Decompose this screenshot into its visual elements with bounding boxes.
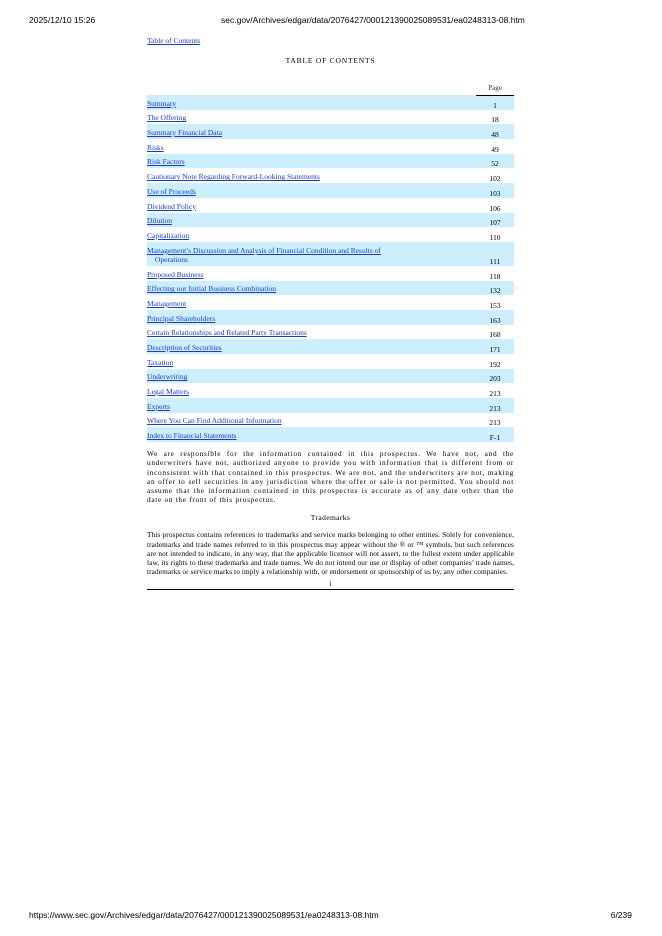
toc-entry-cell xyxy=(147,354,476,369)
toc-entry-link[interactable]: Index to Financial Statements xyxy=(147,431,237,441)
toc-entry-link[interactable]: Underwriting xyxy=(147,372,188,382)
toc-entry-cell xyxy=(147,266,476,281)
toc-entry-cell xyxy=(147,154,476,169)
footer-page-count: 6/239 xyxy=(610,910,632,920)
toc-row xyxy=(147,369,514,384)
toc-row xyxy=(147,427,514,442)
toc-row xyxy=(147,124,514,139)
toc-row xyxy=(147,398,514,413)
toc-page-number: 102 xyxy=(489,174,501,184)
toc-entry-link[interactable]: Description of Securities xyxy=(147,343,222,352)
toc-page-number: 132 xyxy=(476,281,514,296)
toc-entry-title-cont: Operations xyxy=(155,254,188,264)
toc-row xyxy=(147,168,514,183)
toc-entry-link[interactable]: Summary Financial Data xyxy=(147,128,222,138)
toc-entry-cell xyxy=(147,168,476,183)
toc-row xyxy=(147,110,514,125)
toc-entry-cell xyxy=(147,398,476,413)
toc-row xyxy=(147,339,514,354)
toc-entry-cell xyxy=(147,95,476,110)
toc-page-number: 103 xyxy=(476,183,514,198)
toc-entry-cell xyxy=(147,369,476,384)
toc-entry-link[interactable]: Risks xyxy=(147,142,164,152)
toc-entry-link[interactable]: Taxation xyxy=(147,357,174,367)
toc-entry-cell xyxy=(147,281,476,296)
page-number: i xyxy=(147,579,514,590)
document-page xyxy=(147,36,514,590)
toc-row xyxy=(147,213,514,228)
toc-entry-cell xyxy=(147,242,476,266)
toc-entry-cell xyxy=(147,413,476,428)
toc-entry-link[interactable]: Risk Factors xyxy=(147,157,185,167)
toc-entry-link[interactable]: Principal Shareholders xyxy=(147,313,216,323)
toc-title: TABLE OF CONTENTS xyxy=(285,56,376,65)
toc-entry-link[interactable]: Dividend Policy xyxy=(147,201,196,211)
toc-row xyxy=(147,266,514,281)
toc-entry-link[interactable]: Management xyxy=(147,298,187,308)
toc-row xyxy=(147,413,514,428)
toc-row xyxy=(147,227,514,242)
toc-page-number: 153 xyxy=(489,300,501,310)
toc-entry-cell xyxy=(147,183,476,198)
toc-page-number: 203 xyxy=(476,369,514,384)
toc-row xyxy=(147,139,514,154)
toc-entry-link[interactable]: Cautionary Note Regarding Forward-Looking Statements xyxy=(147,172,320,182)
toc-row xyxy=(147,383,514,398)
toc-row xyxy=(147,281,514,296)
toc-entry-cell xyxy=(147,383,476,398)
responsibility-paragraph: We are responsible for the information contained in this prospectus. We have not, and the underwriters have not, authorized anyone to provide you with information that is different from or inconsistent with that contained in this prospectus. We are not, and the underwriters are not, making an offer to sell securities in any jurisdiction where the offer or sale is not permitted. You should not assume that the information contained in this prospectus is accurate as of any date other than the date on the front of this prospectus. xyxy=(147,449,514,505)
toc-page-number: 111 xyxy=(476,242,514,266)
toc-entry-link[interactable]: Effecting our Initial Business Combination xyxy=(147,284,277,294)
toc-entry-link[interactable]: Dilution xyxy=(147,216,173,226)
toc-entry-title: Management’s Discussion and Analysis of Financial Condition and Results of xyxy=(147,245,381,255)
page-column-header: Page xyxy=(476,77,514,95)
toc-row xyxy=(147,325,514,340)
toc-entry-link[interactable]: Capitalization xyxy=(147,230,190,240)
toc-entry-cell xyxy=(147,427,476,442)
toc-row xyxy=(147,310,514,325)
toc-entry-cell xyxy=(147,198,476,213)
print-date: 2025/12/10 15:26 xyxy=(29,15,96,25)
toc-page-number: 171 xyxy=(476,339,514,354)
toc-entry-link[interactable]: Experts xyxy=(147,401,170,411)
toc-page-number: F-1 xyxy=(476,427,514,442)
toc-page-number: 110 xyxy=(489,232,501,242)
toc-row xyxy=(147,242,514,266)
browser-print-header xyxy=(0,15,662,27)
toc-entry-cell xyxy=(147,295,476,310)
toc-entry-cell xyxy=(147,310,476,325)
toc-page-number: 168 xyxy=(489,330,501,340)
toc-entry-link[interactable]: Proposed Business xyxy=(147,269,204,279)
toc-entry-cell xyxy=(147,124,476,139)
toc-entry-cell xyxy=(147,325,476,340)
toc-page-number: 18 xyxy=(491,115,499,125)
table-of-contents-link[interactable]: Table of Contents xyxy=(147,36,201,45)
toc-entry-cell xyxy=(147,339,476,354)
toc-page-number: 192 xyxy=(489,359,501,369)
toc-page-number: 107 xyxy=(476,213,514,228)
toc-page-number: 1 xyxy=(476,95,514,110)
toc-page-number: 163 xyxy=(476,310,514,325)
browser-print-footer xyxy=(0,910,662,922)
trademarks-heading: Trademarks xyxy=(310,513,351,523)
toc-row xyxy=(147,183,514,198)
toc-row xyxy=(147,354,514,369)
toc-table xyxy=(147,77,514,442)
toc-entry-link[interactable] xyxy=(147,246,381,264)
toc-page-number: 48 xyxy=(476,124,514,139)
toc-page-number: 213 xyxy=(489,389,501,399)
toc-page-number: 52 xyxy=(476,154,514,169)
toc-entry-cell xyxy=(147,227,476,242)
print-url: sec.gov/Archives/edgar/data/2076427/000121390025089531/ea0248313-08.htm xyxy=(221,15,525,25)
toc-entry-link[interactable]: Summary xyxy=(147,98,177,108)
toc-page-number: 213 xyxy=(476,398,514,413)
toc-row xyxy=(147,95,514,110)
toc-entry-link[interactable]: Legal Matters xyxy=(147,387,189,397)
toc-row xyxy=(147,295,514,310)
toc-page-number: 118 xyxy=(489,271,501,281)
toc-row xyxy=(147,154,514,169)
toc-header-row xyxy=(147,77,514,95)
toc-entry-cell xyxy=(147,110,476,125)
toc-row xyxy=(147,198,514,213)
toc-page-number: 213 xyxy=(489,418,501,428)
toc-entry-cell xyxy=(147,213,476,228)
toc-entry-link[interactable]: The Offering xyxy=(147,113,187,123)
trademarks-paragraph: This prospectus contains references to trademarks and service marks belonging to other entities. Solely for convenience, trademarks and trade names referred to in this prospectus may appear without the ® or ™ symbols, but such references are not intended to indicate, in any way, that the applicable licensor will not assert, to the fullest extent under applicable law, its rights to these trademarks and trade names. We do not intend our use or display of other companies’ trade names, trademarks or service marks to imply a relationship with, or endorsement or sponsorship of us by, any other companies. xyxy=(147,530,514,577)
toc-entry-link[interactable]: Use of Proceeds xyxy=(147,186,196,196)
footer-url: https://www.sec.gov/Archives/edgar/data/2076427/000121390025089531/ea0248313-08.htm xyxy=(29,910,379,920)
toc-entry-link[interactable]: Certain Relationships and Related Party Transactions xyxy=(147,328,307,338)
toc-page-number: 106 xyxy=(489,203,501,213)
toc-entry-cell xyxy=(147,139,476,154)
toc-entry-link[interactable]: Where You Can Find Additional Information xyxy=(147,416,282,426)
toc-page-number: 49 xyxy=(491,144,499,154)
